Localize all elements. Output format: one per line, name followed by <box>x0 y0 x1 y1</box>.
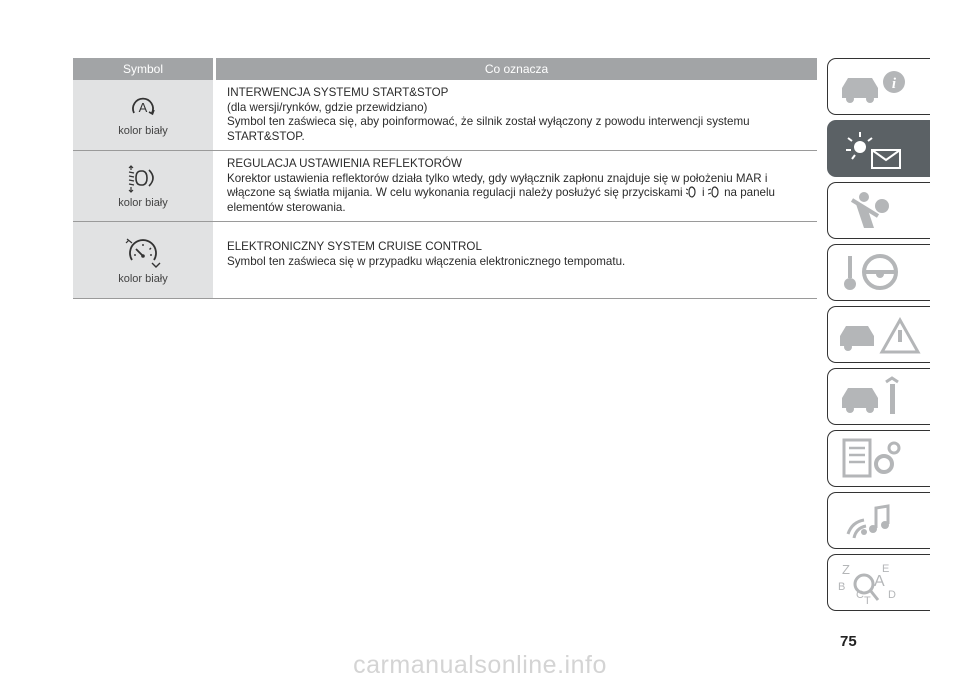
row-text-mid: i <box>702 186 705 200</box>
header-meaning: Co oznacza <box>213 58 817 80</box>
symbol-color-label: kolor biały <box>118 124 168 137</box>
car-accident-warning-icon <box>834 312 924 358</box>
header-symbol: Symbol <box>122 62 163 76</box>
auto-start-stop-icon <box>128 94 158 122</box>
row-note: (dla wersji/rynków, gdzie przewidziano) <box>227 100 428 114</box>
headlight-down-icon <box>686 186 699 198</box>
tab-starting-driving[interactable] <box>827 244 930 301</box>
svg-text:B: B <box>838 581 846 593</box>
multimedia-icon <box>834 498 924 544</box>
svg-text:E: E <box>882 563 890 575</box>
alphabetical-index-icon <box>834 560 924 606</box>
svg-text:A: A <box>138 99 148 115</box>
description-cell <box>213 80 817 150</box>
key-steering-wheel-icon <box>834 250 924 296</box>
symbol-cell <box>73 80 213 150</box>
tab-multimedia[interactable] <box>827 492 930 549</box>
row-text: Symbol ten zaświeca się w przypadku włączenia elektronicznego tempomatu. <box>227 254 626 268</box>
symbol-cell <box>73 151 213 221</box>
table-header <box>73 58 817 80</box>
symbol-cell <box>73 222 213 298</box>
tab-index[interactable] <box>827 554 930 611</box>
car-info-icon <box>834 64 924 110</box>
tab-maintenance[interactable] <box>827 368 930 425</box>
symbol-color-label: kolor biały <box>118 196 168 209</box>
table-row <box>73 222 817 299</box>
row-title: ELEKTRONICZNY SYSTEM CRUISE CONTROL <box>227 240 482 253</box>
row-title: INTERWENCJA SYSTEMU START&STOP <box>227 86 449 99</box>
tab-technical-data[interactable] <box>827 430 930 487</box>
description-cell <box>213 151 817 221</box>
svg-text:D: D <box>888 589 896 601</box>
page-number: 75 <box>840 633 857 650</box>
svg-text:T: T <box>864 595 871 606</box>
svg-text:Z: Z <box>842 562 850 577</box>
row-text: Symbol ten zaświeca się, aby poinformować, że silnik został wyłączony z powodu interwencji systemu START&STOP. <box>227 115 750 143</box>
symbol-color-label: kolor biały <box>118 272 168 285</box>
row-title: REGULACJA USTAWIENIA REFLEKTORÓW <box>227 157 462 170</box>
tab-warning-lights[interactable] <box>827 120 930 177</box>
car-wrench-icon <box>834 374 924 420</box>
watermark: carmanualsonline.info <box>353 651 607 679</box>
row-text-before: Korektor ustawienia reflektorów działa tylko wtedy, gdy wyłącznik zapłonu znajduje się w położeniu MAR i włączone są światła mijania. W celu wykonania regulacji należy posłużyć się przyciskami <box>227 171 768 200</box>
warning-light-message-icon <box>834 126 924 172</box>
row-text-after: na panelu elementów sterowania. <box>227 186 776 214</box>
cruise-control-icon <box>123 236 163 270</box>
headlight-up-icon <box>708 186 721 198</box>
headlight-leveling-icon <box>127 164 159 194</box>
row-text <box>227 172 809 216</box>
svg-text:i: i <box>891 76 897 92</box>
svg-text:C: C <box>856 589 864 601</box>
table-row <box>73 80 817 151</box>
svg-text:A: A <box>874 573 885 590</box>
tab-car-info[interactable] <box>827 58 930 115</box>
document-gear-icon <box>834 436 924 482</box>
description-cell <box>213 222 817 298</box>
warning-lights-table <box>73 58 817 299</box>
seat-airbag-icon <box>834 188 924 234</box>
tab-emergency[interactable] <box>827 306 930 363</box>
table-row <box>73 151 817 222</box>
tab-safety[interactable] <box>827 182 930 239</box>
